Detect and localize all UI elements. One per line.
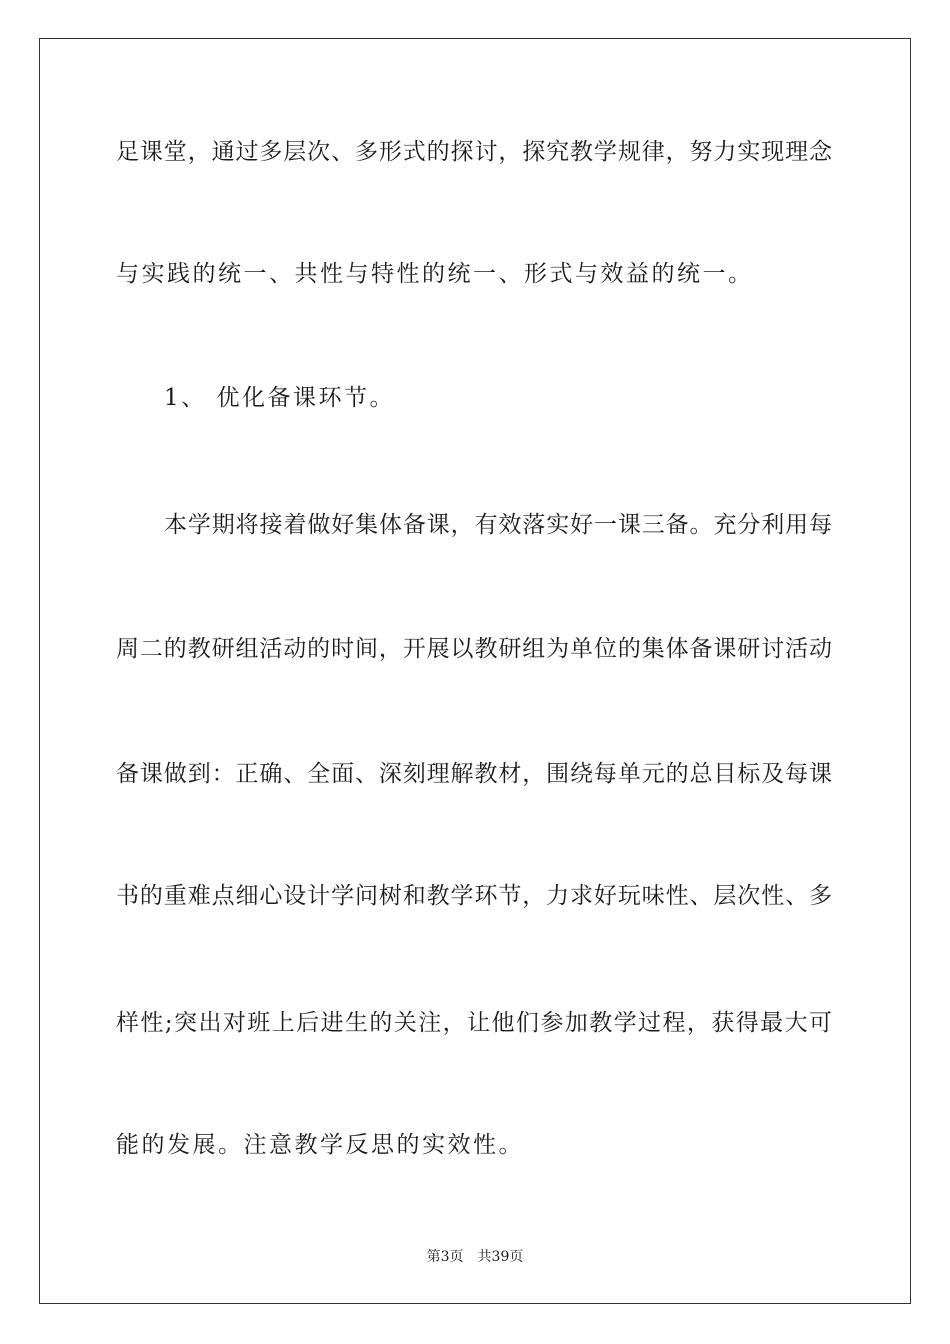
paragraph-line: 本学期将接着做好集体备课，有效落实好一课三备。充分利用每	[164, 512, 832, 538]
paragraph-line: 足课堂，通过多层次、多形式的探讨，探究教学规律，努力实现理念	[116, 139, 832, 165]
paragraph-line: 能的发展。注意教学反思的实效性。	[116, 1132, 524, 1158]
paragraph-line: 备课做到：正确、全面、深刻理解教材，围绕每单元的总目标及每课	[116, 761, 832, 787]
paragraph-line: 与实践的统一、共性与特性的统一、形式与效益的统一。	[116, 261, 754, 287]
section-heading: 1、 优化备课环节。	[164, 385, 395, 411]
paragraph-line: 样性;突出对班上后进生的关注，让他们参加教学过程，获得最大可	[116, 1010, 832, 1036]
paragraph-line: 书的重难点细心设计学问树和教学环节，力求好玩味性、层次性、多	[116, 883, 832, 909]
page-number: 第3页	[426, 1249, 464, 1265]
paragraph-line: 周二的教研组活动的时间，开展以教研组为单位的集体备课研讨活动	[116, 636, 832, 662]
page-footer	[0, 1248, 950, 1266]
page-border	[39, 38, 911, 1304]
page-total: 共39页	[477, 1249, 524, 1265]
